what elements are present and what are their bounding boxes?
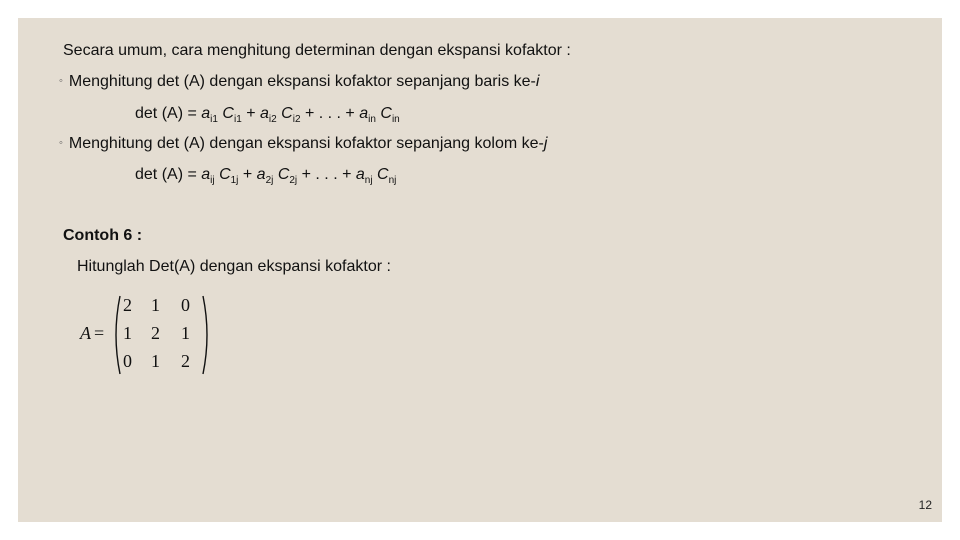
formula-subscript: 2j [289,175,298,186]
page-number: 12 [918,498,932,512]
formula-subscript: i2 [292,114,301,125]
formula-term: a [201,166,211,183]
matrix-cell: 2 [123,295,132,315]
formula-operator: + [238,166,257,183]
matrix-cell: 2 [151,323,160,343]
bullet-icon: ◦ [59,75,63,87]
matrix-cell: 2 [181,351,190,371]
example-text: Hitunglah Det(A) dengan ekspansi kofaktor : [77,258,391,275]
formula-row-expansion [135,104,400,123]
heading: Secara umum, cara menghitung determinan dengan ekspansi kofaktor : [63,42,571,59]
formula-term: C [222,105,234,122]
formula-term: a [201,105,211,122]
formula-subscript: ij [210,175,215,186]
bullet-2-text: Menghitung det (A) dengan ekspansi kofaktor sepanjang kolom ke- [68,135,544,152]
bullet-row-2 [59,134,547,153]
formula-term: C [277,166,290,183]
example-title: Contoh 6 : [63,227,143,244]
formula-subscript: i2 [268,114,277,125]
formula-term: C [219,166,231,183]
matrix-cell: 0 [123,351,132,371]
formula-lhs: det (A) = [135,166,202,183]
formula-subscript: i1 [210,114,218,125]
slide [18,18,942,522]
formula-subscript: 2j [265,175,274,186]
bullet-2-var: j [543,135,548,152]
formula-operator: + . . . + [300,105,360,122]
right-bracket [203,296,207,374]
formula-lhs: det (A) = [135,105,202,122]
formula-subscript: nj [388,175,397,186]
matrix-cell: 1 [151,351,160,371]
formula-subscript: in [391,114,400,125]
matrix-cell: 0 [181,295,190,315]
matrix-cell: 1 [123,323,132,343]
formula-term: a [256,166,266,183]
formula-term: a [355,166,365,183]
formula-subscript: i1 [233,114,242,125]
bullet-1-var: i [535,73,540,90]
formula-operator: + [241,105,260,122]
matrix-cell: 1 [181,323,190,343]
formula-subscript: in [368,114,376,125]
bullet-row-1 [59,72,539,91]
matrix-cell: 1 [151,295,160,315]
matrix-label: A [80,323,91,343]
formula-column-expansion [135,165,396,184]
bullet-icon: ◦ [59,137,63,149]
bullet-1-text: Menghitung det (A) dengan ekspansi kofaktor sepanjang baris ke- [68,73,536,90]
formula-operator: + . . . + [297,166,356,183]
formula-term: a [260,105,269,122]
formula-term: a [359,105,369,122]
matrix-a [78,290,238,380]
formula-term: C [380,105,392,122]
formula-term: C [377,166,389,183]
formula-term: C [281,105,293,122]
formula-subscript: nj [364,175,373,186]
formula-subscript: 1j [230,175,239,186]
matrix-equals: = [94,323,105,343]
left-bracket [116,296,120,374]
